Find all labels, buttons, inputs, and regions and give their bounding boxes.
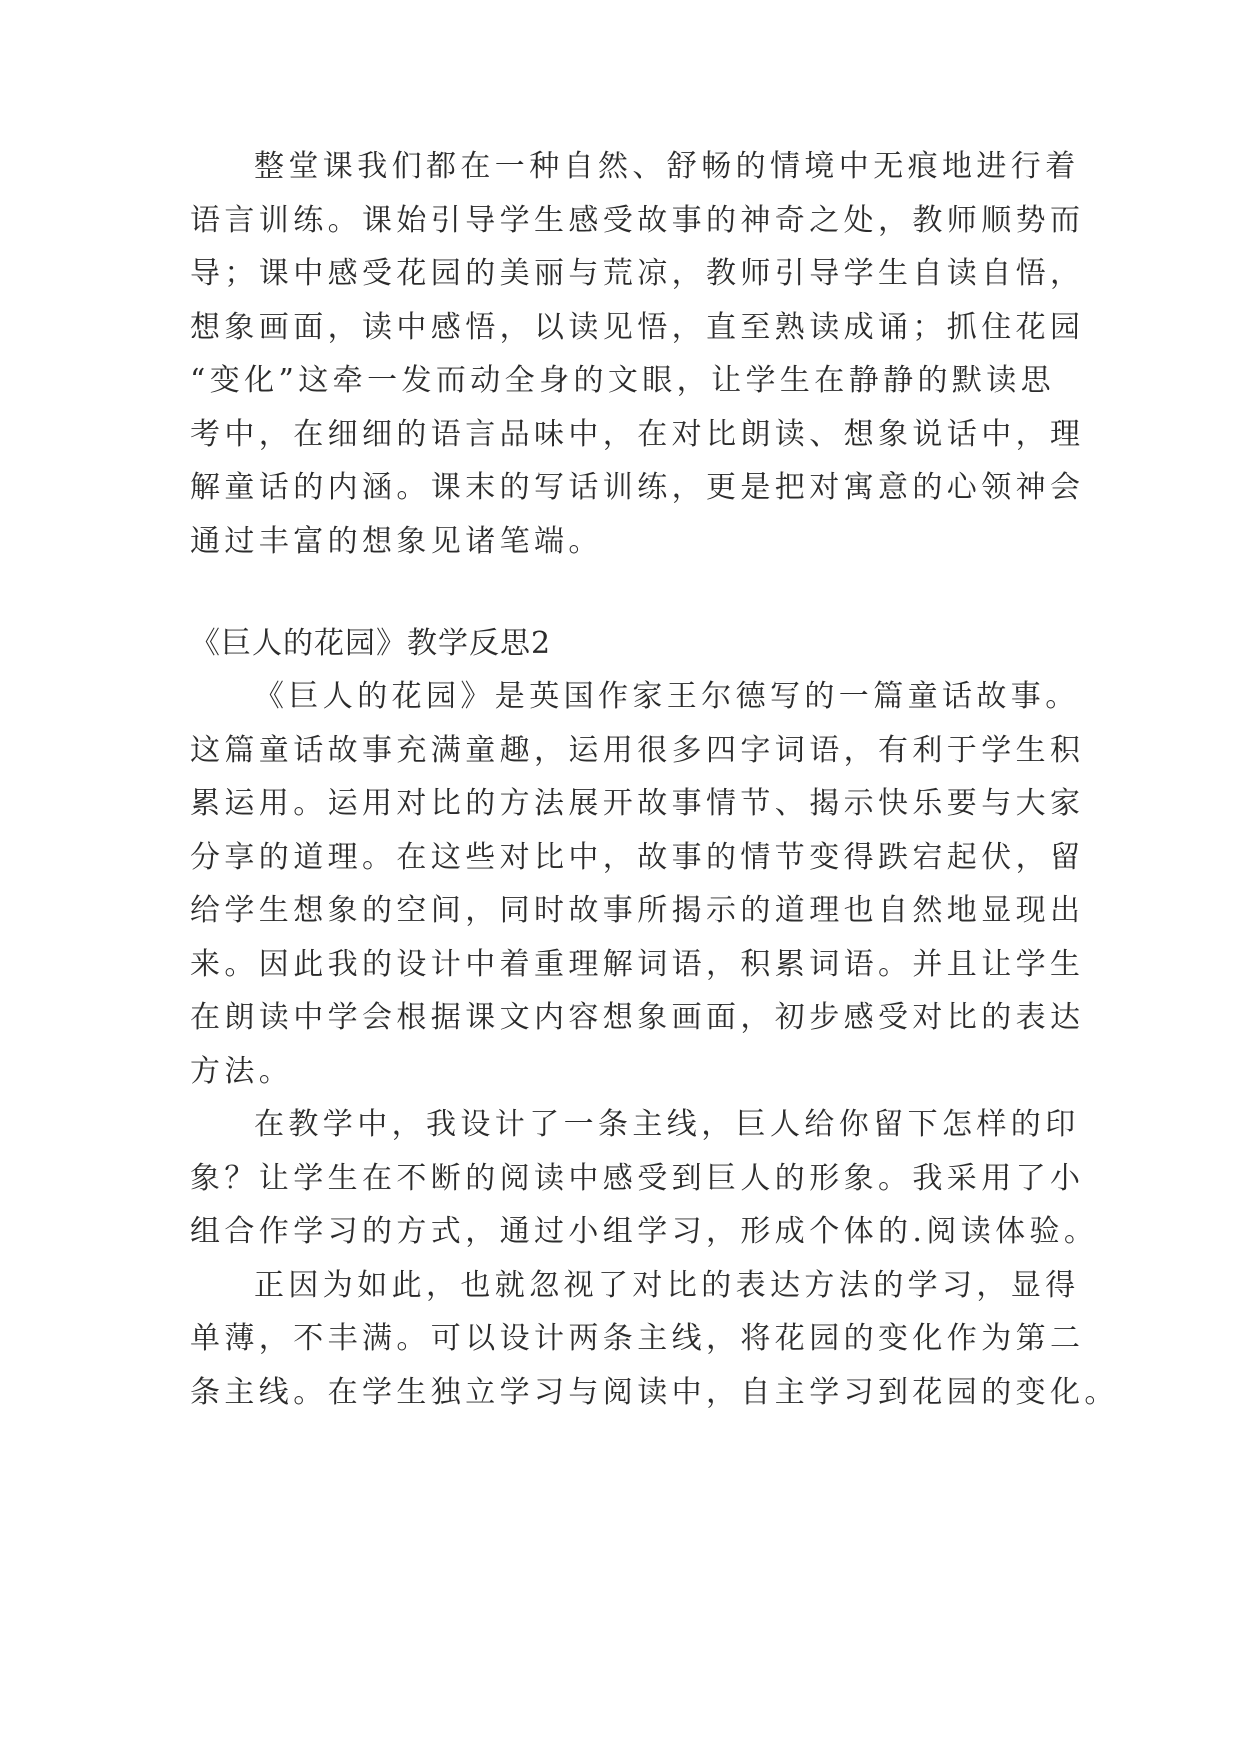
paragraph-line: 条主线。在学生独立学习与阅读中，自主学习到花园的变化。 [190, 1374, 1119, 1410]
document-page [190, 149, 1119, 1431]
paragraph-line: 累运用。运用对比的方法展开故事情节、揭示快乐要与大家 [190, 786, 1085, 821]
paragraph-line: “变化”这牵一发而动全身的文眼，让学生在静静的默读思 [190, 363, 1056, 398]
paragraph-line: 整堂课我们都在一种自然、舒畅的情境中无痕地进行着 [254, 149, 1080, 184]
paragraph-4 [190, 1267, 1119, 1410]
paragraph-line: 来。因此我的设计中着重理解词语，积累词语。并且让学生 [190, 946, 1085, 982]
paragraph-line: 组合作学习的方式，通过小组学习，形成个体的.阅读体验。 [190, 1214, 1099, 1249]
paragraph-line: 解童话的内涵。课末的写话训练，更是把对寓意的心领神会 [190, 470, 1085, 505]
paragraph-line: 在教学中，我设计了一条主线，巨人给你留下怎样的印 [254, 1107, 1080, 1142]
paragraph-line: 《巨人的花园》是英国作家王尔德写的一篇童话故事。 [254, 679, 1080, 714]
paragraph-line: 象？让学生在不断的阅读中感受到巨人的形象。我采用了小 [190, 1160, 1085, 1196]
paragraph-3 [190, 1107, 1099, 1249]
paragraph-line: 方法。 [190, 1053, 294, 1089]
paragraph-line: 这篇童话故事充满童趣，运用很多四字词语，有利于学生积 [190, 732, 1085, 768]
paragraph-line: 想象画面，读中感悟，以读见悟，直至熟读成诵；抓住花园 [190, 309, 1085, 345]
section-title: 《巨人的花园》教学反思2 [190, 625, 552, 661]
paragraph-line: 导；课中感受花园的美丽与荒凉，教师引导学生自读自悟， [190, 256, 1085, 291]
paragraph-line: 分享的道理。在这些对比中，故事的情节变得跌宕起伏，留 [190, 839, 1085, 875]
paragraph-line: 单薄，不丰满。可以设计两条主线，将花园的变化作为第二 [190, 1321, 1085, 1356]
paragraph-line: 通过丰富的想象见诸笔端。 [190, 523, 603, 559]
paragraph-line: 在朗读中学会根据课文内容想象画面，初步感受对比的表达 [190, 1000, 1085, 1035]
paragraph-line: 正因为如此，也就忽视了对比的表达方法的学习，显得 [254, 1267, 1080, 1303]
paragraph-line: 语言训练。课始引导学生感受故事的神奇之处，教师顺势而 [190, 202, 1085, 238]
paragraph-1 [190, 149, 1085, 559]
paragraph-2 [190, 679, 1085, 1089]
paragraph-line: 考中，在细细的语言品味中，在对比朗读、想象说话中，理 [190, 416, 1085, 452]
paragraph-line: 给学生想象的空间，同时故事所揭示的道理也自然地显现出 [190, 893, 1085, 928]
